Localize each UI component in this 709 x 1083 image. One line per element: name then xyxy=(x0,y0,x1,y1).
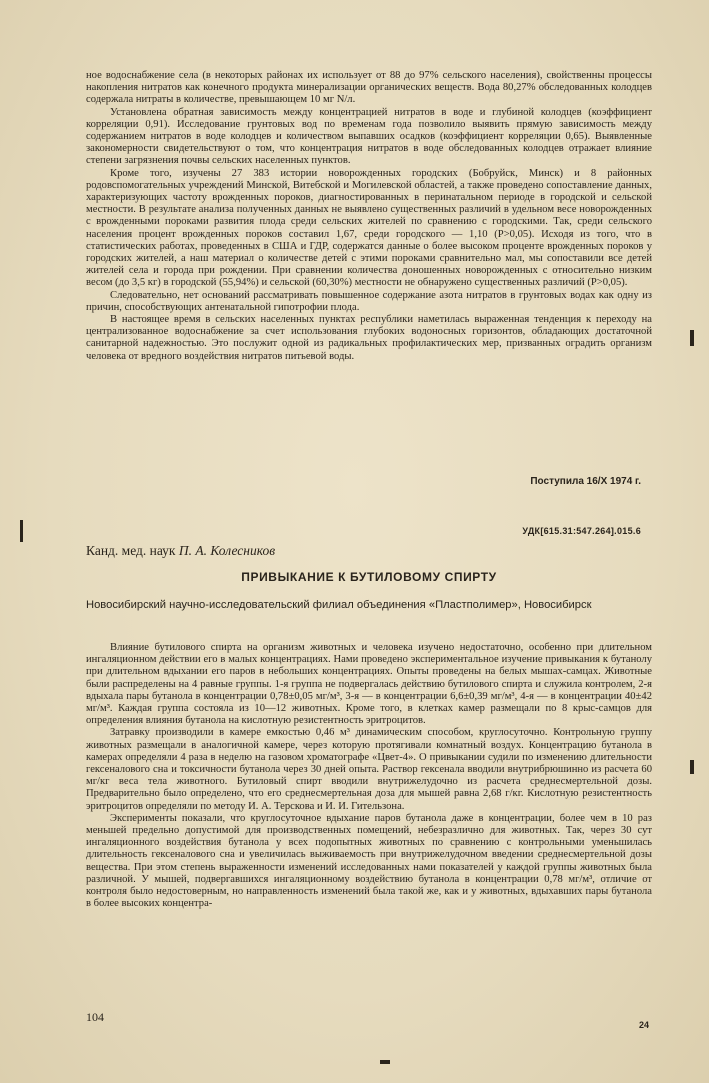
top-text-column xyxy=(86,70,652,363)
page-number: 104 xyxy=(86,1010,104,1024)
paragraph-4: Следовательно, нет оснований рассматривать повышенное содержание азота нитратов в грунтовых водах как одну из причин, способствующих антенатальной гипотрофии плода. xyxy=(86,289,652,313)
scan-mark xyxy=(690,330,694,346)
scan-mark xyxy=(690,760,694,774)
author-line xyxy=(86,543,275,559)
scan-mark xyxy=(380,1060,390,1064)
paragraph-1: ное водоснабжение села (в некоторых районах их использует от 88 до 97% сельского населения), свойственны процессы накопления нитратов как конечного продукта минерализации органических веществ. Вода 80,27% обследованных колодцев содержала нитраты в количестве, превышающем 10 мг N/л. xyxy=(86,70,652,106)
paragraph-3: Кроме того, изучены 27 383 истории новорожденных городских (Бобруйск, Минск) и 8 районных родовспомогательных учреждений Минской, Витебской и Могилевской областей, а также проведено сопоставление данных, характеризующих частоту врожденных пороков, диагностированных в перинатальном периоде в городской и сельской местности. В результате анализа полученных данных не выявлено существенных различий в удельном весе новорожденных с врожденными пороками развития плода среди сельских жителей по сравнению с городскими. Так, среди сельского населения процент врожденных пороков составил 1,67, среди городского — 1,10 (P>0,05). Исходя из того, что в статистических работах, проведенных в США и ГДР, содержатся данные о более высоком проценте врожденных пороков у городских жителей, а наш материал о количестве детей с этими пороками сравнительно мал, мы сопоставили все детей жителей села и города при рождении. При сравнении количества доношенных новорожденных с относительно низким весом (до 3,5 кг) в городской (55,94%) и сельской (60,30%) местности не обнаружено существенных различий (P>0,05). xyxy=(86,167,652,289)
author-name: П. А. Колесников xyxy=(178,543,276,558)
article-paragraph-2: Затравку производили в камере емкостью 0,46 м³ динамическим способом, круглосуточно. Контрольную группу животных размещали в аналогичной камере, через которую протягивали комнатный воздух. Концентрацию бутанола в камерах определяли 4 раза в неделю на газовом хроматографе «Цвет-4». О привыкании судили по изменению длительности гексеналового сна и токсичности бутанола через 30 дней опыта. Раствор гексенала вводили внутрибрюшинно из расчета 60 мг/кг веса тела животного. Бутиловый спирт вводили внутрижелудочно из расчета среднесмертельной дозы. Предварительно было определено, что его среднесмертельная доза для мышей равна 2,68 г/кг. Кислотную резистентность эритроцитов определяли по методу И. А. Терскова и И. И. Гительзона. xyxy=(86,727,652,812)
author-degree: Канд. мед. наук xyxy=(86,543,176,558)
article-paragraph-3: Эксперименты показали, что круглосуточное вдыхание паров бутанола даже в концентрации, более чем в 10 раз меньшей предельно допустимой для производственных помещений, небезразлично для животных. Так, через 30 сут ингаляционного воздействия бутанола у всех подопытных животных по сравнению с контрольными уменьшилась длительность гексеналового сна и увеличилась выживаемость при внутрижелудочном введении среднесмертельной дозы вещества. При этом степень выраженности изменений исследованных нами показателей у каждой группы животных была различной. У мышей, подвергавшихся ингаляционному воздействию бутанола в концентрации 0,78 мг/м³, отличие от контроля было недостоверным, но направленность изменений была такой же, как и у животных, вдыхавших пары бутанола в более высоких концентра- xyxy=(86,812,652,910)
affiliation: Новосибирский научно-исследовательский филиал объединения «Пластполимер», Новосибирск xyxy=(86,599,592,611)
article-title: ПРИВЫКАНИЕ К БУТИЛОВОМУ СПИРТУ xyxy=(241,570,497,584)
paragraph-2: Установлена обратная зависимость между концентрацией нитратов в воде и глубиной колодцев (коэффициент корреляции 0,91). Исследование грунтовых вод по временам года позволило выявить прямую зависимость между содержанием нитратов в воде колодцев и количеством выпавших осадков (коэффициент корреляции 0,65). Выявленные закономерности свидетельствуют о том, что концентрация нитратов в воде обследованных колодцев отражает влияние степени загрязнения почвы сельских населенных пунктов. xyxy=(86,106,652,167)
scan-mark xyxy=(20,520,23,542)
article-body xyxy=(86,642,652,910)
paragraph-5: В настоящее время в сельских населенных пунктах республики наметилась выраженная тенденция к переходу на централизованное водоснабжение за счет использования глубоких водоносных горизонтов, обладающих достаточной санитарной надежностью. Это послужит одной из радикальных профилактических мер, призванных оградить организм человека от вредного воздействия нитратов питьевой воды. xyxy=(86,314,652,362)
article-paragraph-1: Влияние бутилового спирта на организм животных и человека изучено недостаточно, особенно при длительном ингаляционном действии его в малых концентрациях. Нами проведено экспериментальное изучение привыкания к бутанолу при длительном вдыхании его паров в небольших концентрациях. Опыты проведены на белых мышах-самцах. Животные были распределены на 4 равные группы. 1-я группа не подвергалась действию бутилового спирта и служила контролем, 2-я вдыхала пары бутанола в концентрации 0,78±0,05 мг/м³, 3-я — в концентрации 6,6±0,39 мг/м³, 4-я — в концентрации 40±42 мг/м³. Каждая группа состояла из 10—12 животных. Кроме того, в клетках камер размещали по 8 крыс-самцов для определения влияния бутанола на кислотную резистентность эритроцитов. xyxy=(86,642,652,727)
udk-code: УДК[615.31:547.264].015.6 xyxy=(522,526,641,536)
received-date: Поступила 16/X 1974 г. xyxy=(530,476,641,487)
signature-mark: 24 xyxy=(638,1020,649,1030)
